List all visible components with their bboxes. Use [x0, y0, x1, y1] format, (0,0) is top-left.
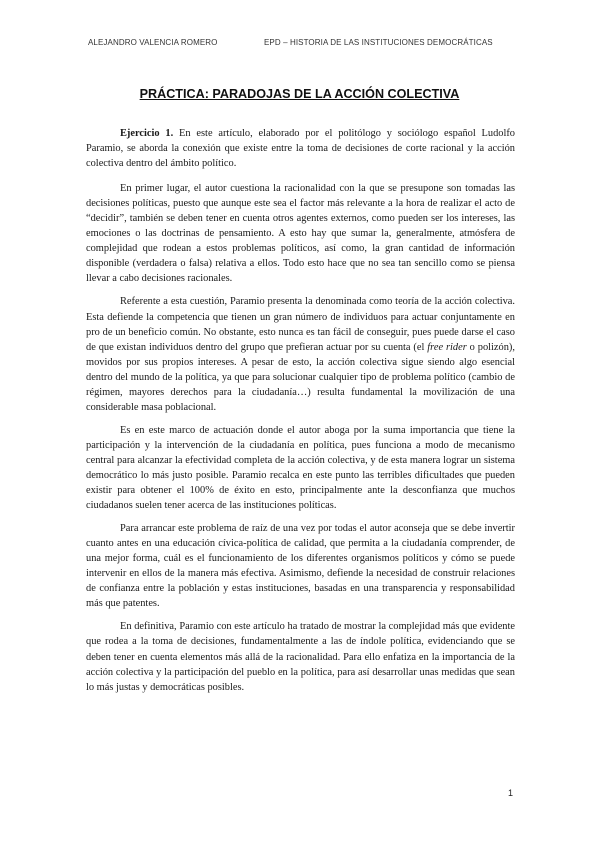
- header-course: EPD – HISTORIA DE LAS INSTITUCIONES DEMOCRÁTICAS: [264, 38, 493, 47]
- paragraph-1: [86, 126, 515, 171]
- page-number: 1: [508, 788, 514, 798]
- paragraph-3-text-b: o polizón), movidos por sus propios intereses. A pesar de esto, la acción colectiva sigue siendo algo esencial dentro del mundo de la política, ya que para solucionar cualquier tipo de problema político (cambio de régimen, mayores derechos para la ciudadanía…) resulta fundamental la movilización de una considerable masa poblacional.: [86, 341, 515, 413]
- header-author: ALEJANDRO VALENCIA ROMERO: [88, 38, 218, 47]
- paragraph-4: Es en este marco de actuación donde el autor aboga por la suma importancia que tiene la participación y la intervención de la ciudadanía en política, pues funciona a modo de mecanismo central para alcanzar la efectividad completa de la acción colectiva, y de esta manera lograr un sistema democrático lo más justo posible. Paramio recalca en este punto las terribles dificultades que pueden existir para obtener el 100% de éxito en esto, principalmente ante la desconfianza que muchos ciudadanos suelen tener acerca de las instituciones políticas.: [86, 424, 515, 512]
- exercise-label: Ejercicio 1.: [120, 128, 174, 139]
- free-rider-term: free rider: [427, 341, 467, 353]
- document-body: [86, 126, 515, 703]
- paragraph-3-text-a: Referente a esta cuestión, Paramio presenta la denominada como teoría de la acción colectiva. Esta defiende la competencia que tienen un gran número de individuos para actuar conjuntamente en pro de un beneficio común. No obstante, esto nunca es tan fácil de conseguir, pues puede darse el caso de que existan individuos dentro del grupo que prefieran actuar por su cuenta (el: [86, 296, 515, 353]
- paragraph-1-text: En este artículo, elaborado por el politólogo y sociólogo español Ludolfo Paramio, se aborda la conexión que existe entre la toma de decisiones de corte racional y la acción colectiva dentro del ámbito político.: [86, 128, 515, 170]
- paragraph-5: Para arrancar este problema de raíz de una vez por todas el autor aconseja que se debe invertir cuanto antes en una educación cívica-política de calidad, que permita a la ciudadanía comprender, de una mejor forma, cuál es el funcionamiento de los diferentes organismos políticos y cómo se puede intervenir en ellos de la manera más efectiva. Asimismo, defiende la necesidad de construir relaciones de confianza entre la población y estas instituciones, basadas en una transparencia y responsabilidad más que patentes.: [86, 523, 515, 610]
- document-title: PRÁCTICA: PARADOJAS DE LA ACCIÓN COLECTIVA: [139, 87, 460, 101]
- paragraph-2: En primer lugar, el autor cuestiona la racionalidad con la que se presupone son tomadas las decisiones políticas, puesto que aunque este sea el factor más relevante a la hora de realizar el acto de “decidir”, también se deben tener en cuenta otros agentes externos, como pueden ser los intereses, las emociones o las doctrinas de pensamiento. A esto hay que sumar la, generalmente, atmósfera de complejidad que rodean a estos problemas políticos, así como, la gran cantidad de información disponible (verdadera o falsa) relativa a ellos. Todo esto hace que no sea tan sencillo como se piensa llevar a cabo decisiones racionales.: [86, 183, 515, 285]
- paragraph-3: [86, 294, 515, 414]
- paragraph-6: En definitiva, Paramio con este artículo ha tratado de mostrar la complejidad más que evidente que rodea a la toma de decisiones, fundamentalmente a las de índole política, evidenciando que se deben tener en cuenta elementos más allá de la racionalidad. Para ello enfatiza en la importancia de la acción colectiva y la participación del pueblo en la política, para así desarrollar unas medidas que sean lo más justas y democráticas posibles.: [86, 621, 515, 693]
